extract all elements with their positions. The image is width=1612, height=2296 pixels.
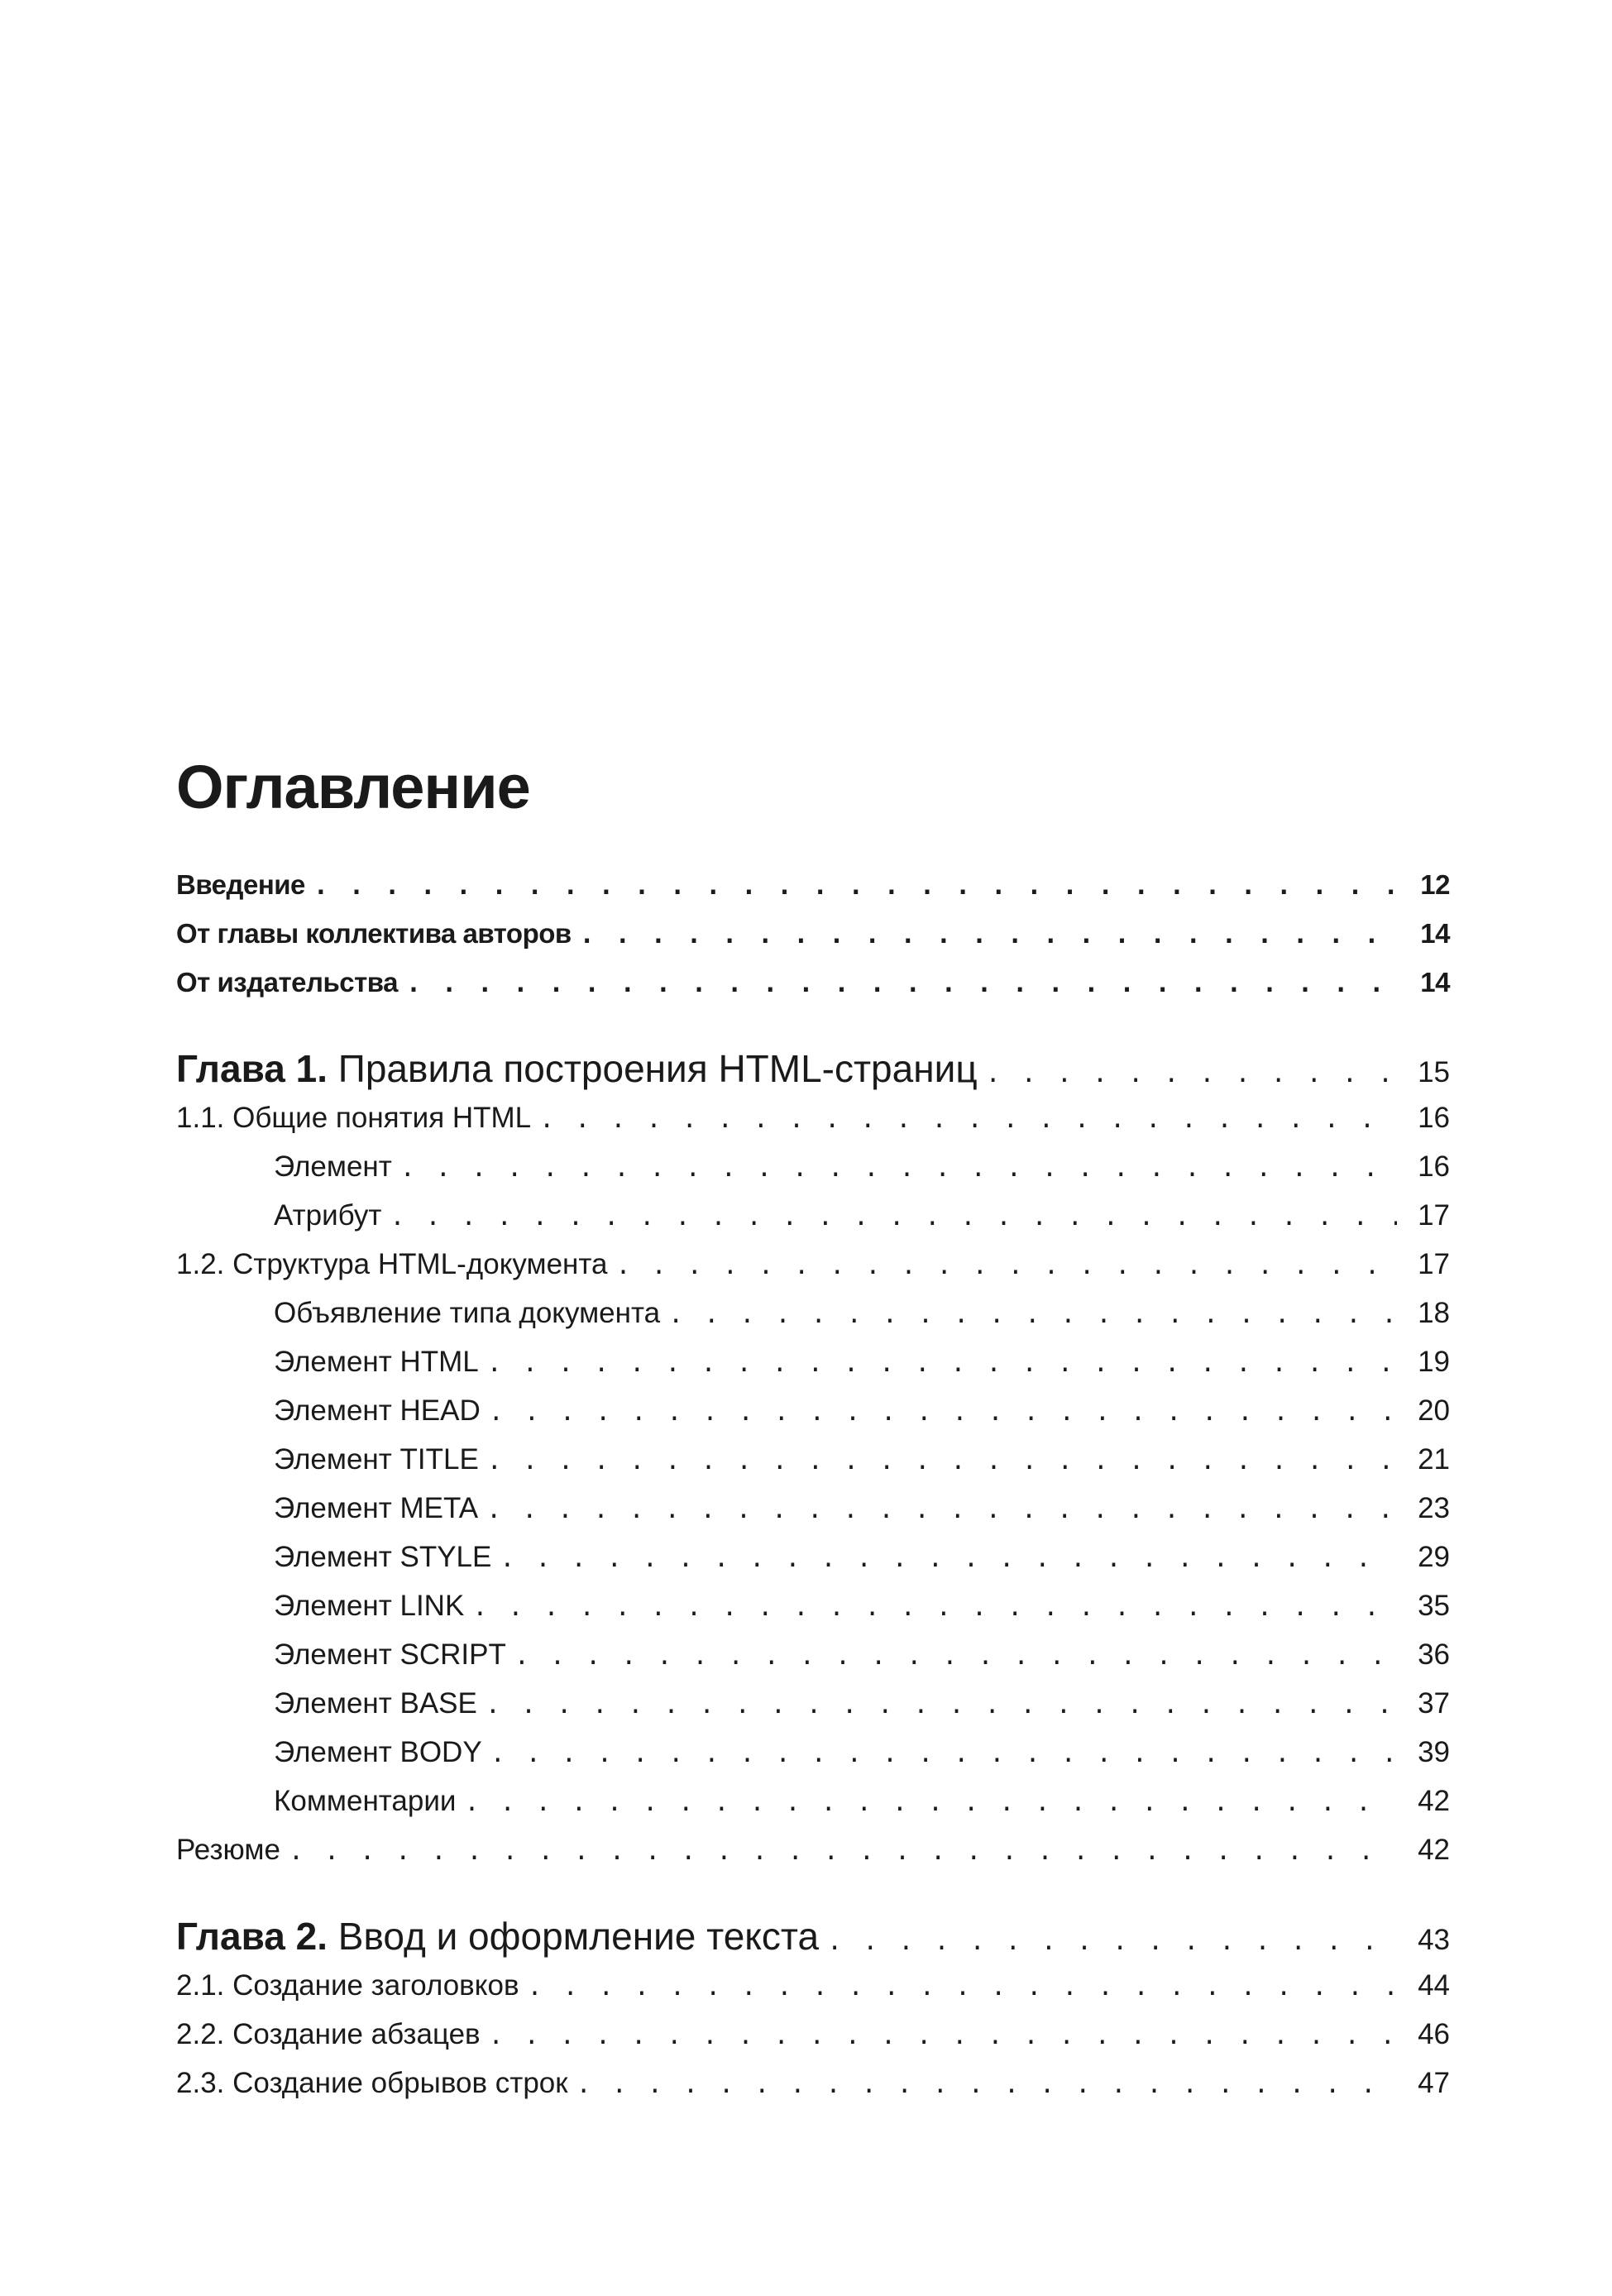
dot-leader (528, 1963, 1397, 2011)
toc-entry-title: От главы коллектива авторов (176, 918, 572, 949)
toc-section[interactable] (176, 2010, 1450, 2059)
toc-entry-title: Элемент STYLE (274, 1541, 492, 1573)
toc-subsection[interactable] (176, 1386, 1450, 1435)
toc-section[interactable] (176, 1961, 1450, 2010)
dot-leader (487, 1339, 1397, 1388)
chapter-heading (176, 1912, 819, 1961)
toc-page-number: 15 (1418, 1056, 1450, 1088)
toc-page-number: 18 (1418, 1297, 1450, 1329)
toc-chapter-2[interactable] (176, 1912, 1450, 1961)
dot-leader (489, 1388, 1397, 1437)
toc-page-number: 42 (1418, 1834, 1450, 1866)
page-title: Оглавление (176, 753, 530, 821)
toc-page-number: 43 (1418, 1924, 1450, 1956)
toc-entry-title: Введение (176, 869, 305, 900)
toc-entry-title: Резюме (176, 1834, 280, 1866)
toc-subsection[interactable] (176, 1679, 1450, 1728)
toc-section[interactable] (176, 1093, 1450, 1142)
toc-page-number: 16 (1418, 1150, 1450, 1183)
chapter-number: Глава 1. (176, 1047, 328, 1090)
dot-leader (400, 1144, 1397, 1193)
toc-subsection[interactable] (176, 1435, 1450, 1484)
toc-entry-title: 2.2. Создание абзацев (176, 2018, 481, 2050)
dot-leader (472, 1583, 1397, 1632)
toc-subsection[interactable] (176, 1191, 1450, 1240)
toc-entry-title: Элемент (274, 1150, 392, 1183)
toc-subsection[interactable] (176, 1533, 1450, 1581)
toc-subsection[interactable] (176, 1728, 1450, 1777)
toc-page-number: 36 (1418, 1638, 1450, 1671)
dot-leader (487, 1437, 1397, 1485)
dot-leader (500, 1534, 1397, 1583)
toc-page-number: 21 (1418, 1443, 1450, 1476)
toc-page-number: 37 (1418, 1687, 1450, 1720)
toc-chapter-1[interactable] (176, 1045, 1450, 1093)
toc-entry-title: Элемент HTML (274, 1346, 479, 1378)
toc-page-number: 46 (1418, 2018, 1450, 2050)
toc-page-number: 14 (1420, 918, 1450, 949)
toc-subsection[interactable] (176, 1630, 1450, 1679)
toc-subsection[interactable] (176, 1289, 1450, 1337)
toc-page-number: 20 (1418, 1394, 1450, 1427)
toc-subsection[interactable] (176, 1337, 1450, 1386)
toc-page-number: 16 (1418, 1102, 1450, 1134)
toc-entry-title: Элемент LINK (274, 1590, 465, 1622)
dot-leader (580, 911, 1397, 959)
toc-page-number: 44 (1418, 1969, 1450, 2002)
dot-leader (406, 959, 1397, 1008)
dot-leader (489, 2011, 1397, 2060)
toc-entry-title: Объявление типа документа (274, 1297, 661, 1329)
toc-entry-title: 2.3. Создание обрывов строк (176, 2067, 568, 2099)
dot-leader (986, 1050, 1397, 1098)
dot-leader (490, 1729, 1397, 1778)
chapter-title: Правила построения HTML-страниц (337, 1047, 978, 1090)
toc-page-number: 14 (1420, 967, 1450, 997)
dot-leader (539, 1095, 1397, 1144)
toc-subsection[interactable] (176, 1581, 1450, 1630)
toc-page-number: 17 (1418, 1199, 1450, 1232)
toc-entry-title: Элемент BODY (274, 1736, 482, 1768)
toc-subsection[interactable] (176, 1484, 1450, 1533)
dot-leader (486, 1485, 1397, 1534)
toc-page-number: 17 (1418, 1248, 1450, 1280)
toc-page-number: 23 (1418, 1492, 1450, 1524)
toc-section[interactable] (176, 1825, 1450, 1874)
toc-page-number: 12 (1420, 869, 1450, 900)
toc-entry-title: От издательства (176, 967, 398, 997)
toc-entry-title: 1.1. Общие понятия HTML (176, 1102, 532, 1134)
dot-leader (615, 1241, 1397, 1290)
dot-leader (390, 1193, 1397, 1241)
toc-entry-title: Элемент TITLE (274, 1443, 479, 1476)
toc-entry-from-publisher[interactable] (176, 958, 1450, 1007)
toc-entry-title: Атрибут (274, 1199, 382, 1232)
toc-section[interactable] (176, 2059, 1450, 2107)
toc-page-number: 29 (1418, 1541, 1450, 1573)
toc-page-number: 42 (1418, 1785, 1450, 1817)
table-of-contents (176, 860, 1450, 2107)
dot-leader (289, 1827, 1397, 1876)
toc-entry-title: Элемент META (274, 1492, 479, 1524)
dot-leader (514, 1632, 1397, 1681)
dot-leader (313, 862, 1397, 911)
toc-page-number: 19 (1418, 1346, 1450, 1378)
dot-leader (827, 1917, 1397, 1966)
toc-entry-title: 1.2. Структура HTML-документа (176, 1248, 608, 1280)
dot-leader (486, 1681, 1397, 1729)
toc-entry-introduction[interactable] (176, 860, 1450, 909)
toc-entry-title: 2.1. Создание заголовков (176, 1969, 519, 2002)
chapter-heading (176, 1045, 978, 1093)
toc-entry-title: Элемент SCRIPT (274, 1638, 506, 1671)
chapter-title: Ввод и оформление текста (337, 1915, 820, 1958)
toc-entry-title: Элемент HEAD (274, 1394, 481, 1427)
toc-page-number: 35 (1418, 1590, 1450, 1622)
chapter-number: Глава 2. (176, 1915, 328, 1958)
toc-entry-from-authors[interactable] (176, 909, 1450, 958)
toc-section[interactable] (176, 1240, 1450, 1289)
dot-leader (668, 1290, 1397, 1339)
toc-entry-title: Комментарии (274, 1785, 457, 1817)
dot-leader (576, 2060, 1397, 2109)
dot-leader (464, 1778, 1397, 1827)
toc-entry-title: Элемент BASE (274, 1687, 477, 1720)
toc-page-number: 47 (1418, 2067, 1450, 2099)
toc-subsection[interactable] (176, 1142, 1450, 1191)
toc-subsection[interactable] (176, 1777, 1450, 1825)
toc-page-number: 39 (1418, 1736, 1450, 1768)
